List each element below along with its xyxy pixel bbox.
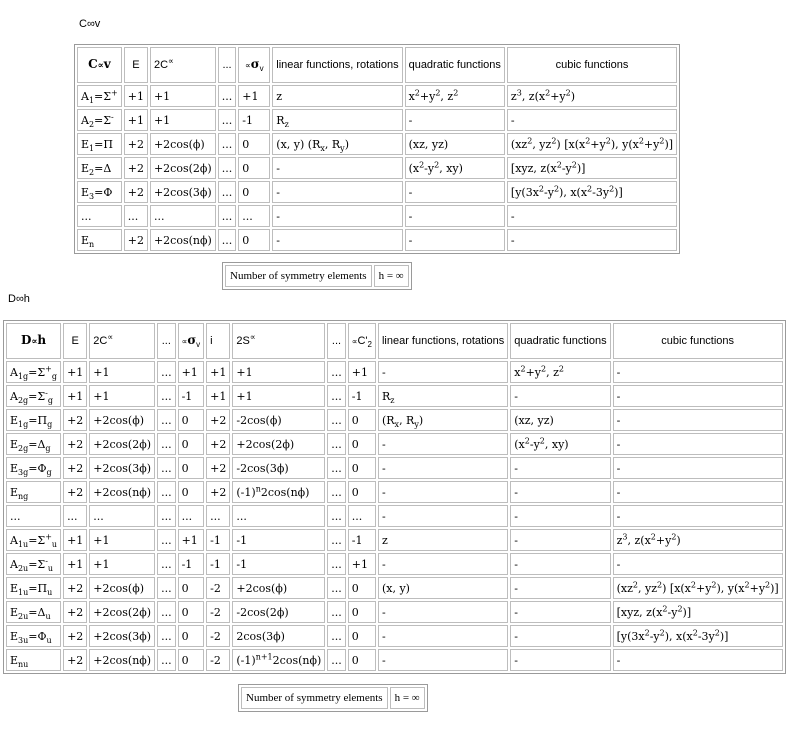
header-cubic-functions: cubic functions [507, 47, 677, 83]
table-cell: (x, y) ($R_x$, $R_y$) [272, 133, 402, 155]
table-cell: +1 [89, 529, 155, 551]
table-cell: -1 [206, 529, 230, 551]
table-cell: [xyz, $z(x^2-y^2)$] [613, 601, 783, 623]
table-cell: (xz, yz) [405, 133, 505, 155]
table-cell: ($R_x$, $R_y$) [378, 409, 508, 431]
header-point-group: C∝v [77, 47, 122, 83]
table-cell: +2 [63, 625, 87, 647]
table-cell: ... [327, 457, 346, 479]
table-cell: - [613, 457, 783, 479]
table-cell: -2 [206, 649, 230, 671]
table-cell: 0 [238, 157, 270, 179]
table-cell: ... [157, 625, 176, 647]
c-inf-v-title: C∞v [79, 18, 101, 30]
table-cell: ... [238, 205, 270, 227]
table-cell: 0 [178, 601, 205, 623]
table-cell: 0 [178, 577, 205, 599]
table-cell: - [510, 601, 610, 623]
table-row [6, 529, 783, 551]
table-cell: - [510, 385, 610, 407]
table-cell: ... [157, 577, 176, 599]
table-cell: (x, y) [378, 577, 508, 599]
table-cell: 0 [348, 457, 376, 479]
table-cell: - [378, 601, 508, 623]
header-ellipsis: ... [157, 323, 176, 359]
table-cell: +1 [89, 385, 155, 407]
table-cell: ... [218, 157, 237, 179]
table-cell: +2cos(nϕ) [89, 481, 155, 503]
header-ellipsis: ... [327, 323, 346, 359]
table-cell: $z^3$, $z(x^2+y^2)$ [613, 529, 783, 551]
table-cell: $(-1)^n2\cos(n\phi)$ [232, 481, 325, 503]
table-cell: ... [206, 505, 230, 527]
table-cell: - [405, 109, 505, 131]
table-cell: 0 [178, 625, 205, 647]
table-cell: ... [218, 229, 237, 251]
irrep-label: ... [6, 505, 61, 527]
table-cell: ... [218, 181, 237, 203]
table-row [6, 505, 783, 527]
table-cell: ... [157, 433, 176, 455]
table-row [77, 205, 677, 227]
table-cell: - [507, 205, 677, 227]
table-cell: ($xz^2$, $yz^2$) [$x(x^2+y^2)$, $y(x^2+y^2)$] [507, 133, 677, 155]
table-cell: +2 [63, 409, 87, 431]
table-cell: 0 [348, 625, 376, 647]
irrep-label: $A_{2g}=\Sigma^-_g$ [6, 385, 61, 407]
table-cell: +2cos(nϕ) [89, 649, 155, 671]
irrep-label: $E_{3g}=\Phi_g$ [6, 457, 61, 479]
table-cell: ... [327, 361, 346, 383]
table-cell: - [405, 229, 505, 251]
table-cell: ... [150, 205, 216, 227]
symmetry-count-value: h = ∞ [374, 265, 409, 287]
table-cell: +1 [63, 385, 87, 407]
table-cell: $z^3$, $z(x^2+y^2)$ [507, 85, 677, 107]
table-cell: -1 [232, 553, 325, 575]
table-cell: +2 [206, 481, 230, 503]
irrep-label: $A_{1u}=\Sigma^+_u$ [6, 529, 61, 551]
symmetry-count-label: Number of symmetry elements [225, 265, 372, 287]
irrep-label: $E_{1g}=\Pi_g$ [6, 409, 61, 431]
table-cell: - [613, 361, 783, 383]
table-cell: - [510, 577, 610, 599]
table-cell: ($xz^2$, $yz^2$) [$x(x^2+y^2)$, $y(x^2+y^2)$] [613, 577, 783, 599]
d-inf-h-symmetry-count [238, 684, 428, 712]
table-cell: 0 [348, 409, 376, 431]
table-cell: -2 [206, 601, 230, 623]
header-rotation: 2C∝ [150, 47, 216, 83]
table-cell: +1 [63, 529, 87, 551]
table-cell: +2 [206, 409, 230, 431]
table-row [77, 157, 677, 179]
table-cell: [$y(3x^2-y^2)$, $x(x^2-3y^2)$] [613, 625, 783, 647]
irrep-label: $A_2=\Sigma^-$ [77, 109, 122, 131]
table-cell: $R_z$ [272, 109, 402, 131]
table-cell: +1 [206, 385, 230, 407]
table-cell: +1 [89, 553, 155, 575]
table-cell: +2cos(ϕ) [89, 409, 155, 431]
table-cell: (xz, yz) [510, 409, 610, 431]
table-cell: [xyz, $z(x^2-y^2)$] [507, 157, 677, 179]
table-cell: +1 [89, 361, 155, 383]
table-cell: - [613, 409, 783, 431]
table-row [6, 361, 783, 383]
table-cell: - [405, 205, 505, 227]
table-cell: 0 [178, 409, 205, 431]
table-cell: ... [218, 85, 237, 107]
table-cell: - [510, 505, 610, 527]
table-cell: ($x^2-y^2$, xy) [510, 433, 610, 455]
header-sigma-v: $\propto\sigma_v$ [178, 323, 205, 359]
table-cell: +2 [124, 157, 148, 179]
table-cell: 0 [348, 601, 376, 623]
header-inversion: i [206, 323, 230, 359]
table-cell: +1 [124, 109, 148, 131]
table-cell: +2cos(2ϕ) [232, 433, 325, 455]
table-cell: ... [327, 409, 346, 431]
table-cell: - [510, 649, 610, 671]
table-cell: +2cos(ϕ) [89, 577, 155, 599]
table-cell: -2cos(ϕ) [232, 409, 325, 431]
table-row [77, 85, 677, 107]
table-cell: ... [218, 109, 237, 131]
table-cell: 0 [348, 433, 376, 455]
table-row [6, 385, 783, 407]
table-cell: +2 [124, 181, 148, 203]
table-cell: - [613, 553, 783, 575]
table-cell: - [272, 157, 402, 179]
table-cell: +1 [348, 361, 376, 383]
table-cell: ... [178, 505, 205, 527]
symmetry-count-label: Number of symmetry elements [241, 687, 388, 709]
table-cell: ... [157, 601, 176, 623]
table-cell: -1 [348, 385, 376, 407]
table-row [6, 625, 783, 647]
table-cell: ... [327, 433, 346, 455]
table-cell: ... [157, 505, 176, 527]
table-cell: - [272, 229, 402, 251]
table-cell: ... [232, 505, 325, 527]
table-cell: - [272, 205, 402, 227]
table-cell: +2cos(ϕ) [232, 577, 325, 599]
irrep-label: $A_{2u}=\Sigma^-_u$ [6, 553, 61, 575]
table-row [77, 109, 677, 131]
table-row [6, 553, 783, 575]
table-cell: +2 [206, 457, 230, 479]
table-cell: +1 [63, 361, 87, 383]
table-cell: - [510, 553, 610, 575]
header-rotation: 2C∝ [89, 323, 155, 359]
table-cell: +2cos(2ϕ) [89, 601, 155, 623]
table-row [77, 181, 677, 203]
table-cell: 0 [348, 481, 376, 503]
table-cell: ... [327, 601, 346, 623]
table-cell: ... [327, 505, 346, 527]
table-cell: +2 [63, 601, 87, 623]
table-cell: 0 [348, 649, 376, 671]
table-cell: +2cos(3ϕ) [89, 457, 155, 479]
table-cell: ... [327, 649, 346, 671]
header-identity: E [63, 323, 87, 359]
irrep-label: $E_2=\Delta$ [77, 157, 122, 179]
table-cell: 0 [238, 181, 270, 203]
table-cell: ... [157, 409, 176, 431]
table-cell: +1 [178, 529, 205, 551]
table-cell: 0 [178, 433, 205, 455]
table-cell: [$y(3x^2-y^2)$, $x(x^2-3y^2)$] [507, 181, 677, 203]
header-quadratic-functions: quadratic functions [510, 323, 610, 359]
table-cell: ... [348, 505, 376, 527]
irrep-label: $E_{2u}=\Delta_u$ [6, 601, 61, 623]
table-row [6, 433, 783, 455]
table-cell: +2cos(ϕ) [150, 133, 216, 155]
table-cell: -1 [178, 385, 205, 407]
irrep-label: $E_{ng}$ [6, 481, 61, 503]
irrep-label: ... [77, 205, 122, 227]
irrep-label: $E_{nu}$ [6, 649, 61, 671]
table-cell: +2 [63, 649, 87, 671]
table-cell: ... [124, 205, 148, 227]
irrep-label: $E_{1u}=\Pi_u$ [6, 577, 61, 599]
table-row [6, 577, 783, 599]
table-cell: ... [218, 133, 237, 155]
table-cell: 0 [178, 649, 205, 671]
table-cell: - [613, 649, 783, 671]
table-cell: $x^2+y^2$, $z^2$ [510, 361, 610, 383]
irrep-label: $E_{2g}=\Delta_g$ [6, 433, 61, 455]
table-cell: - [378, 625, 508, 647]
table-cell: - [613, 505, 783, 527]
table-cell: +1 [150, 85, 216, 107]
table-cell: ... [327, 529, 346, 551]
table-cell: +1 [206, 361, 230, 383]
table-cell: - [510, 481, 610, 503]
table-cell: ... [157, 529, 176, 551]
table-cell: ... [327, 553, 346, 575]
header-identity: E [124, 47, 148, 83]
header-sigma-v: $\propto\sigma_v$ [238, 47, 270, 83]
table-row [77, 133, 677, 155]
table-cell: - [613, 433, 783, 455]
table-cell: - [378, 649, 508, 671]
table-cell: -2cos(3ϕ) [232, 457, 325, 479]
c-inf-v-header-row [77, 47, 677, 83]
table-cell: -1 [206, 553, 230, 575]
table-cell: - [378, 457, 508, 479]
table-cell: - [378, 481, 508, 503]
table-cell: +2 [124, 229, 148, 251]
table-cell: ... [157, 553, 176, 575]
table-cell: - [405, 181, 505, 203]
header-point-group: D∝h [6, 323, 61, 359]
table-cell: -1 [232, 529, 325, 551]
table-cell: ... [157, 457, 176, 479]
header-c2-prime: $\propto C'_2$ [348, 323, 376, 359]
table-cell: z [272, 85, 402, 107]
table-cell: +2cos(2ϕ) [150, 157, 216, 179]
table-cell: $R_z$ [378, 385, 508, 407]
table-cell: - [510, 529, 610, 551]
c-inf-v-symmetry-count [222, 262, 412, 290]
table-cell: ... [327, 625, 346, 647]
table-cell: z [378, 529, 508, 551]
table-cell: - [507, 229, 677, 251]
table-cell: ... [218, 205, 237, 227]
d-inf-h-character-table [3, 320, 786, 674]
table-cell: +2cos(3ϕ) [89, 625, 155, 647]
table-cell: 0 [238, 133, 270, 155]
table-cell: - [272, 181, 402, 203]
table-cell: 0 [178, 481, 205, 503]
table-cell: ... [89, 505, 155, 527]
table-cell: +1 [348, 553, 376, 575]
table-cell: +1 [178, 361, 205, 383]
table-cell: ... [327, 385, 346, 407]
irrep-label: $E_n$ [77, 229, 122, 251]
table-cell: ($x^2-y^2$, xy) [405, 157, 505, 179]
header-linear-functions: linear functions, rotations [272, 47, 402, 83]
table-cell: ... [63, 505, 87, 527]
table-cell: - [613, 385, 783, 407]
header-cubic-functions: cubic functions [613, 323, 783, 359]
table-cell: +2 [63, 457, 87, 479]
table-row [6, 409, 783, 431]
table-cell: -2cos(2ϕ) [232, 601, 325, 623]
irrep-label: $E_3=\Phi$ [77, 181, 122, 203]
table-cell: -1 [238, 109, 270, 131]
table-cell: -2 [206, 577, 230, 599]
table-cell: ... [327, 481, 346, 503]
header-ellipsis: ... [218, 47, 237, 83]
table-cell: +1 [232, 361, 325, 383]
table-cell: - [510, 625, 610, 647]
irrep-label: $A_1=\Sigma^+$ [77, 85, 122, 107]
table-cell: +2cos(2ϕ) [89, 433, 155, 455]
table-cell: ... [327, 577, 346, 599]
table-cell: - [378, 361, 508, 383]
table-cell: +1 [63, 553, 87, 575]
table-cell: ... [157, 361, 176, 383]
c-inf-v-character-table [74, 44, 680, 254]
table-cell: +1 [232, 385, 325, 407]
d-inf-h-header-row [6, 323, 783, 359]
table-cell: - [507, 109, 677, 131]
table-cell: -1 [178, 553, 205, 575]
table-cell: +2 [63, 481, 87, 503]
d-inf-h-title: D∞h [8, 293, 30, 305]
table-cell: ... [157, 649, 176, 671]
table-cell: +1 [238, 85, 270, 107]
table-row [6, 481, 783, 503]
table-cell: -1 [348, 529, 376, 551]
table-cell: ... [157, 481, 176, 503]
table-row [6, 649, 783, 671]
table-cell: +2cos(nϕ) [150, 229, 216, 251]
table-cell: - [510, 457, 610, 479]
header-improper-rotation: 2S∝ [232, 323, 325, 359]
table-cell: - [378, 553, 508, 575]
table-cell: - [378, 433, 508, 455]
irrep-label: $E_1=\Pi$ [77, 133, 122, 155]
irrep-label: $A_{1g}=\Sigma^+_g$ [6, 361, 61, 383]
header-linear-functions: linear functions, rotations [378, 323, 508, 359]
table-row [6, 457, 783, 479]
header-quadratic-functions: quadratic functions [405, 47, 505, 83]
table-cell: +1 [150, 109, 216, 131]
table-cell: +2 [63, 577, 87, 599]
table-cell: +2 [124, 133, 148, 155]
table-row [77, 229, 677, 251]
table-cell: +2 [63, 433, 87, 455]
table-cell: +1 [124, 85, 148, 107]
table-cell: 0 [348, 577, 376, 599]
irrep-label: $E_{3u}=\Phi_u$ [6, 625, 61, 647]
table-cell: ... [157, 385, 176, 407]
table-row [6, 601, 783, 623]
table-cell: - [613, 481, 783, 503]
table-cell: +2cos(3ϕ) [150, 181, 216, 203]
table-cell: - [378, 505, 508, 527]
table-cell: 0 [238, 229, 270, 251]
table-cell: +2 [206, 433, 230, 455]
table-cell: -2 [206, 625, 230, 647]
table-cell: $(-1)^{n+1}2\cos(n\phi)$ [232, 649, 325, 671]
table-cell: $x^2+y^2$, $z^2$ [405, 85, 505, 107]
table-cell: 0 [178, 457, 205, 479]
symmetry-count-value: h = ∞ [390, 687, 425, 709]
table-cell: 2cos(3ϕ) [232, 625, 325, 647]
